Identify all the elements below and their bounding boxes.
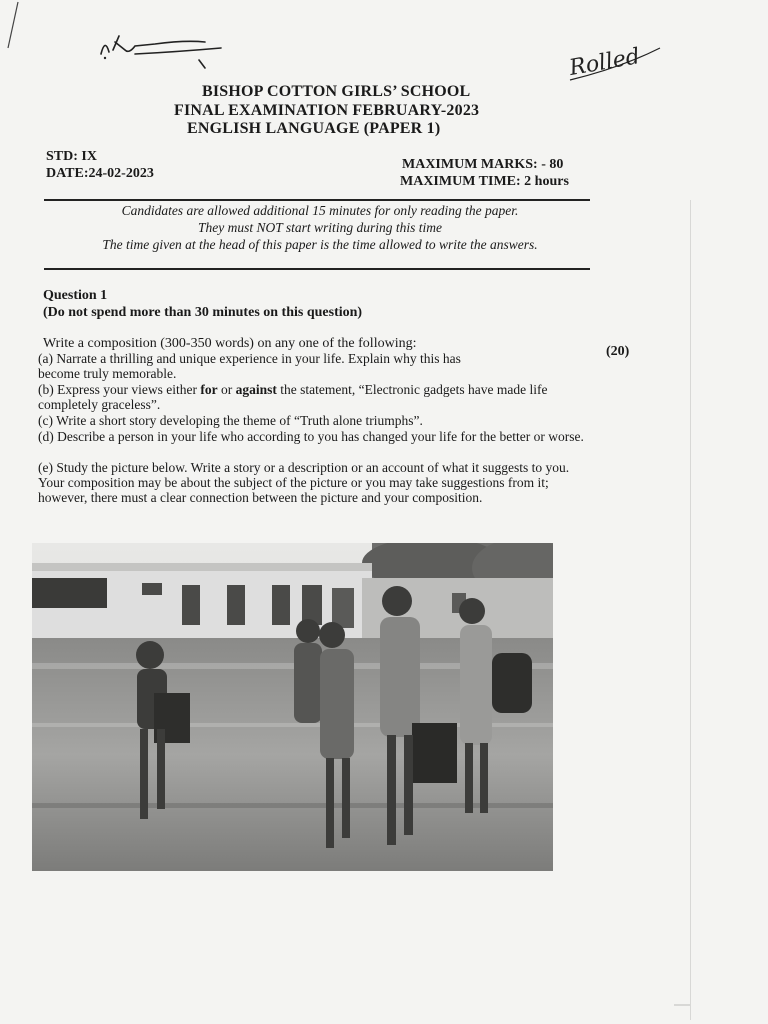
handwritten-rolled-mark xyxy=(560,38,670,88)
option-d xyxy=(38,429,588,444)
option-label: (a) xyxy=(38,351,53,366)
option-text-pre: Express your views either xyxy=(57,382,201,397)
scan-mark-top-left xyxy=(0,0,30,60)
flooded-school-photo xyxy=(32,543,553,871)
question-prompt: Write a composition (300-350 words) on any one of the following: xyxy=(43,336,417,351)
max-time-label: MAXIMUM TIME: 2 hours xyxy=(400,174,569,189)
date-label: DATE:24-02-2023 xyxy=(46,166,154,181)
instructions-block xyxy=(60,202,580,253)
top-rule xyxy=(44,199,590,201)
handwritten-note xyxy=(560,38,670,88)
option-against-bold: against xyxy=(235,382,277,397)
school-name: BISHOP COTTON GIRLS’ SCHOOL xyxy=(202,83,471,100)
bottom-rule xyxy=(44,268,590,270)
page-fold-line xyxy=(690,200,691,1020)
paper-title: ENGLISH LANGUAGE (PAPER 1) xyxy=(187,120,441,137)
instruction-line: They must NOT start writing during this time xyxy=(198,220,442,235)
option-label: (d) xyxy=(38,429,54,444)
option-text: Write a short story developing the theme of “Truth alone triumphs”. xyxy=(56,413,423,428)
exam-title: FINAL EXAMINATION FEBRUARY-2023 xyxy=(174,102,480,119)
option-b xyxy=(38,382,578,412)
question-marks: (20) xyxy=(606,344,630,359)
instruction-line: Candidates are allowed additional 15 minutes for only reading the paper. xyxy=(121,203,519,218)
option-a xyxy=(38,351,478,381)
option-label: (e) xyxy=(38,460,53,475)
option-label: (c) xyxy=(38,413,53,428)
option-text: Narrate a thrilling and unique experience in your life. Explain why this has become truly memorable. xyxy=(38,351,461,381)
question-title: Question 1 xyxy=(43,288,108,303)
option-text: Describe a person in your life who according to you has changed your life for the better or worse. xyxy=(57,429,584,444)
std-label: STD: IX xyxy=(46,149,97,164)
signature-scribble xyxy=(95,28,235,78)
handwritten-rolled-text: Rolled xyxy=(567,44,642,82)
option-text-post: the statement, “Electronic gadgets have made life completely graceless”. xyxy=(38,382,548,412)
option-label: (b) xyxy=(38,382,54,397)
option-for-bold: for xyxy=(200,382,218,397)
exam-picture xyxy=(32,543,553,871)
instruction-line: The time given at the head of this paper is the time allowed to write the answers. xyxy=(102,237,538,252)
scan-mark-bottom-right xyxy=(672,1000,692,1010)
option-c xyxy=(38,413,588,428)
max-marks-label: MAXIMUM MARKS: - 80 xyxy=(402,157,564,172)
option-text-mid: or xyxy=(217,382,236,397)
question-note: (Do not spend more than 30 minutes on this question) xyxy=(43,305,363,320)
option-e xyxy=(38,460,588,505)
option-text: Study the picture below. Write a story or a description or an account of what it suggests to you. Your composition may be about the subject of the picture or you may take suggestions from it; however, there must a clear connection between the picture and your composition. xyxy=(38,460,570,505)
